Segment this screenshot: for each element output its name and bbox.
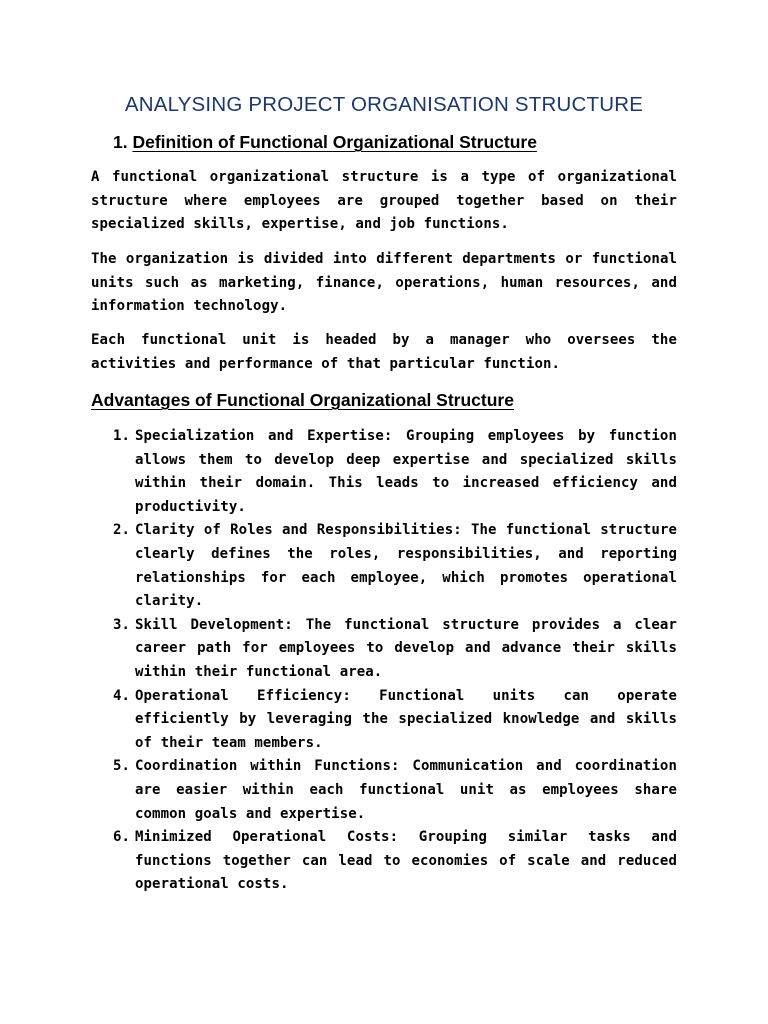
list-item-text: Operational Efficiency: Functional units can operate efficiently by leveraging the specialized knowledge and skills of their team members. [135,687,677,751]
list-item [91,685,677,756]
list-item-text: Coordination within Functions: Communication and coordination are easier within each functional unit as employees share common goals and expertise. [135,758,677,822]
document-title: ANALYSING PROJECT ORGANISATION STRUCTURE [124,93,644,116]
section-heading-definition [113,130,537,154]
list-item [91,755,677,826]
list-item-number: 4. [113,687,131,704]
section-heading-text: Advantages of Functional Organizational Structure [91,390,514,410]
list-item-number: 6. [113,829,131,846]
section-number: 1. [113,132,128,152]
list-item-number: 5. [113,758,131,775]
list-item-number: 3. [113,616,131,633]
definition-paragraph-2: The organization is divided into different departments or functional units such as marketing, finance, operations, human resources, and information technology. [91,251,677,315]
list-item [91,826,677,897]
advantages-list [91,425,677,897]
section-heading-advantages [91,388,514,412]
list-item [91,614,677,685]
list-item-text: Minimized Operational Costs: Grouping similar tasks and functions together can lead to economies of scale and reduced operational costs. [135,829,677,893]
list-item [91,425,677,519]
list-item-text: Specialization and Expertise: Grouping employees by function allows them to develop deep expertise and specialized skills within their domain. This leads to increased efficiency and productivity. [135,428,677,515]
list-item-number: 1. [113,428,131,444]
definition-paragraph-3: Each functional unit is headed by a manager who oversees the activities and performance of that particular function. [91,332,677,372]
list-item-text: Skill Development: The functional structure provides a clear career path for employees to develop and advance their skills within their functional area. [135,616,677,680]
section-heading-text: Definition of Functional Organizational Structure [132,132,537,152]
list-item [91,519,677,613]
definition-paragraph-1: A functional organizational structure is a type of organizational structure where employees are grouped together based on their specialized skills, expertise, and job functions. [91,169,677,233]
list-item-number: 2. [113,522,131,539]
list-item-text: Clarity of Roles and Responsibilities: The functional structure clearly defines the roles, responsibilities, and reporting relationships for each employee, which promotes operational clarity. [135,522,677,610]
